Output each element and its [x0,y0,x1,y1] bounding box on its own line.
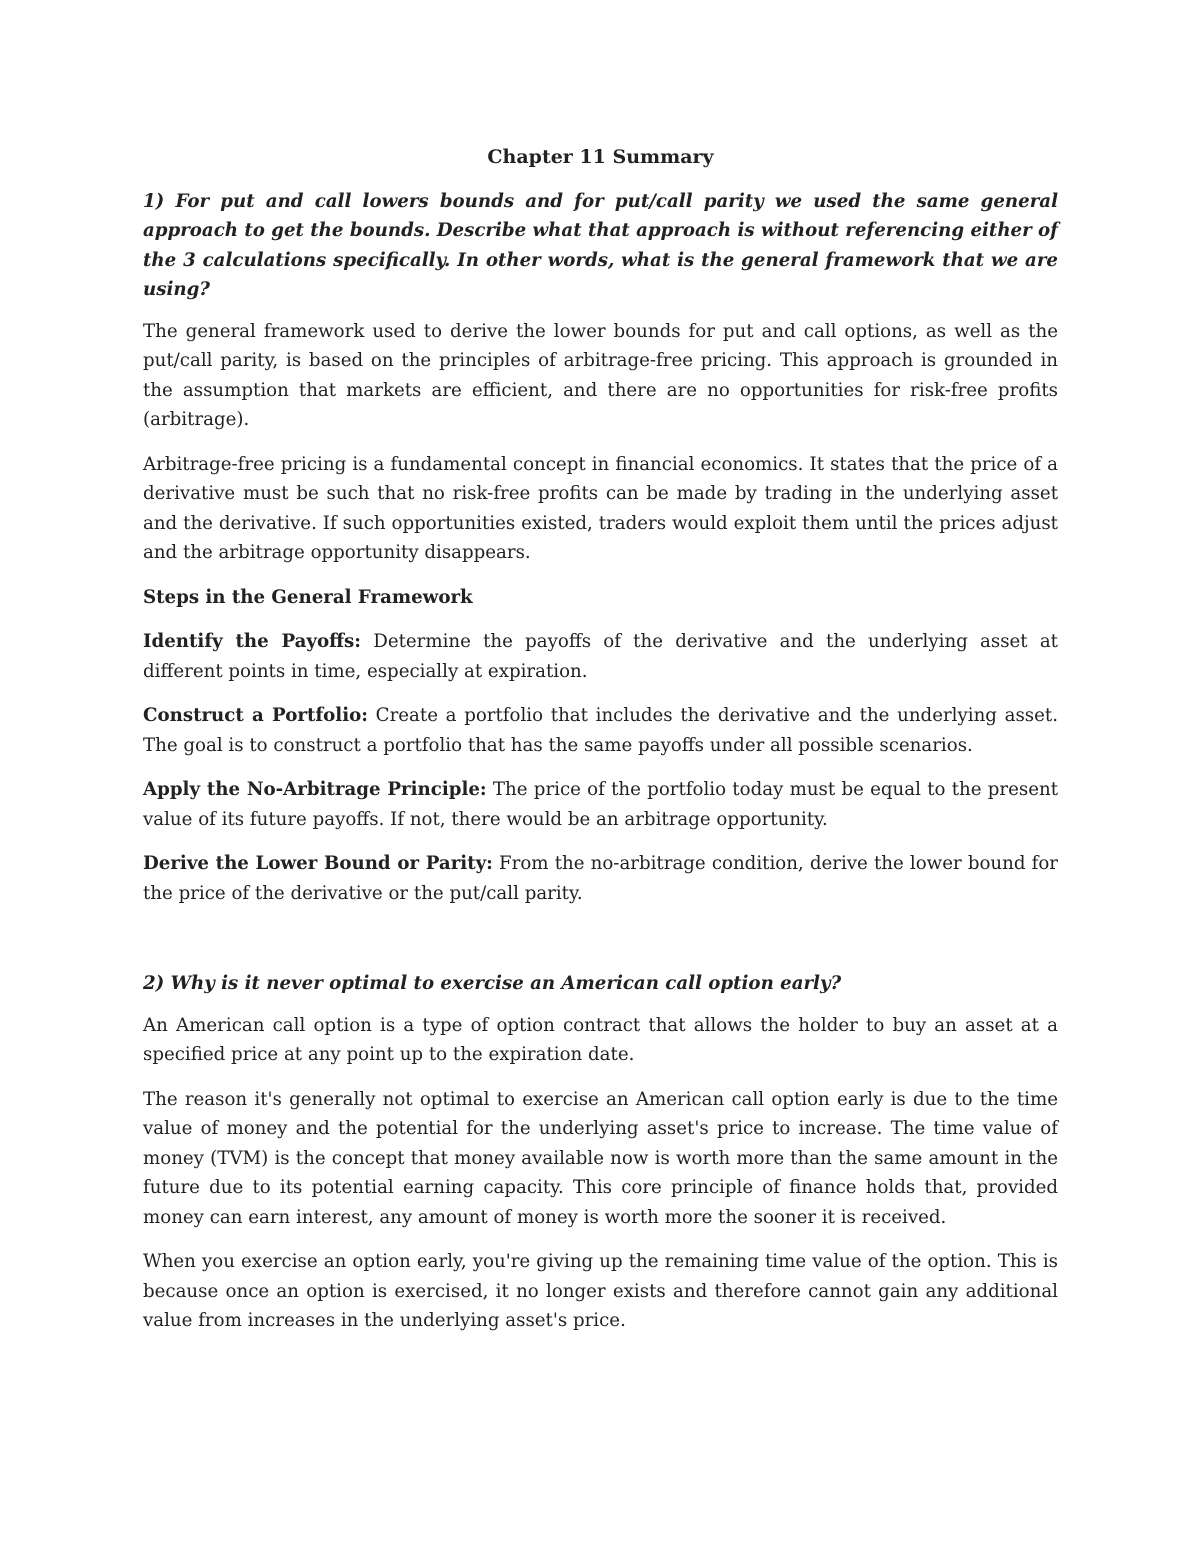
step-term: Apply the No-Arbitrage Principle: [143,779,487,800]
section-spacer [143,923,1058,969]
steps-heading: Steps in the General Framework [143,586,473,608]
step-item [143,775,1058,834]
step-term: Identify the Payoffs: [143,631,362,652]
step-term: Construct a Portfolio: [143,705,368,726]
question-1: 1) For put and call lowers bounds and for put/call parity we used the same general approach to get the bounds. Describe what that approach is without referencing either of the 3 calculations specifically. In other words, what is the general framework that we are using? [143,190,1058,300]
q2-paragraph-2: The reason it's generally not optimal to exercise an American call option early is due to the time value of money and the potential for the underlying asset's price to increase. The time value of money (TVM) is the concept that money available now is worth more than the same amount in the future due to its potential earning capacity. This core principle of finance holds that, provided money can earn interest, any amount of money is worth more the sooner it is received. [143,1088,1058,1228]
q2-paragraph-1: An American call option is a type of option contract that allows the holder to buy an asset at a specified price at any point up to the expiration date. [143,1014,1058,1065]
step-item [143,701,1058,760]
step-text: The price of the portfolio today must be equal to the present value of its future payoffs. If not, there would be an arbitrage opportunity. [143,779,1059,830]
step-text: Determine the payoffs of the derivative and the underlying asset at different points in time, especially at expiration. [143,631,1058,682]
document-page [143,143,1058,1351]
step-item [143,627,1058,686]
step-item [143,849,1058,908]
step-term: Derive the Lower Bound or Parity: [143,853,493,874]
question-2: 2) Why is it never optimal to exercise an American call option early? [143,973,842,994]
step-text: Create a portfolio that includes the derivative and the underlying asset. The goal is to construct a portfolio that has the same payoffs under all possible scenarios. [143,705,1058,756]
q2-paragraph-3: When you exercise an option early, you're giving up the remaining time value of the option. This is because once an option is exercised, it no longer exists and therefore cannot gain any additional value from increases in the underlying asset's price. [143,1251,1058,1331]
page-title: Chapter 11 Summary [487,146,714,168]
step-text: From the no-arbitrage condition, derive the lower bound for the price of the derivative or the put/call parity. [143,853,1058,904]
q1-paragraph-2: Arbitrage-free pricing is a fundamental concept in financial economics. It states that the price of a derivative must be such that no risk-free profits can be made by trading in the underlying asset and the derivative. If such opportunities existed, traders would exploit them until the prices adjust and the arbitrage opportunity disappears. [143,453,1058,563]
q1-paragraph-1: The general framework used to derive the lower bounds for put and call options, as well as the put/call parity, is based on the principles of arbitrage-free pricing. This approach is grounded in the assumption that markets are efficient, and there are no opportunities for risk-free profits (arbitrage). [143,320,1058,430]
